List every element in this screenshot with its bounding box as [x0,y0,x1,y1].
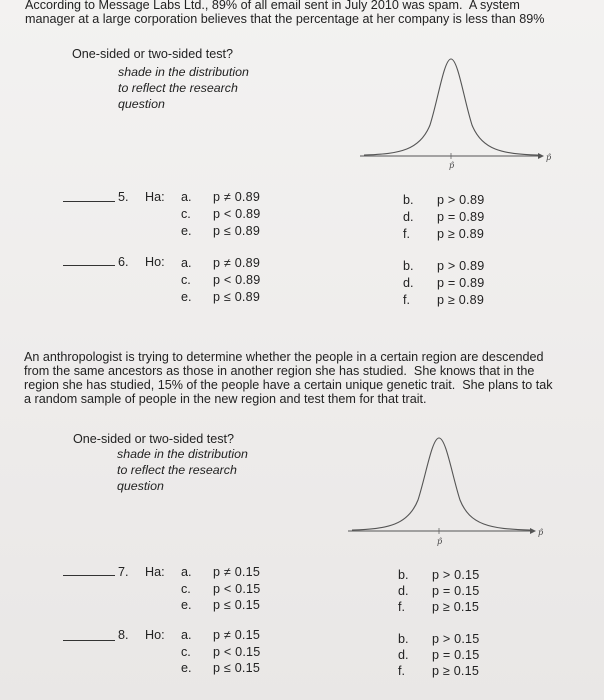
q8-option-c[interactable]: p < 0.15 [213,645,261,659]
q7-option-b[interactable]: p > 0.15 [432,568,480,582]
q5-option-a[interactable]: p ≠ 0.89 [213,190,261,204]
test-type-prompt-2: One-sided or two-sided test? [73,432,235,446]
q8-option-b-letter: b. [398,632,409,646]
question-number-5: 5. [118,190,129,204]
q7-option-d[interactable]: p = 0.15 [432,584,480,598]
q7-option-e-letter: e. [181,598,192,612]
q7-option-d-letter: d. [398,584,409,598]
q8-option-e-letter: e. [181,661,192,675]
q5-option-f[interactable]: p ≥ 0.89 [437,227,485,241]
curve-axis-label-2: p̂ [538,528,544,537]
shade-instruction-2-line-2: to reflect the research [117,463,237,477]
answer-blank-6[interactable] [63,265,115,266]
shade-instruction-2-line-1: shade in the distribution [117,447,248,461]
shade-instruction-1-line-3: question [118,97,165,111]
q8-option-e[interactable]: p ≤ 0.15 [213,661,261,675]
test-type-prompt-1: One-sided or two-sided test? [72,47,234,61]
q6-option-f[interactable]: p ≥ 0.89 [437,293,485,307]
normal-curve-1[interactable] [360,55,560,170]
shade-instruction-2-line-3: question [117,479,164,493]
q7-option-f[interactable]: p ≥ 0.15 [432,600,480,614]
q5-option-d-letter: d. [403,210,414,224]
shade-instruction-1-line-2: to reflect the research [118,81,238,95]
answer-blank-5[interactable] [63,201,115,202]
q5-option-f-letter: f. [403,227,410,241]
q5-option-e-letter: e. [181,224,192,238]
q5-option-c[interactable]: p < 0.89 [213,207,261,221]
q7-option-c-letter: c. [181,582,191,596]
q8-option-f-letter: f. [398,664,405,678]
q7-option-a[interactable]: p ≠ 0.15 [213,565,261,579]
q6-option-f-letter: f. [403,293,410,307]
anthro-line-3: region she has studied, 15% of the people have a certain unique genetic trait. She plans to tak [24,378,553,392]
q7-option-a-letter: a. [181,565,192,579]
q8-option-b[interactable]: p > 0.15 [432,632,480,646]
q8-option-d[interactable]: p = 0.15 [432,648,480,662]
question-number-8: 8. [118,628,129,642]
intro-line-2: manager at a large corporation believes that the percentage at her company is less than 89% [25,12,545,26]
question-number-7: 7. [118,565,129,579]
q5-option-a-letter: a. [181,190,192,204]
q6-option-c[interactable]: p < 0.89 [213,273,261,287]
anthro-line-1: An anthropologist is trying to determine whether the people in a certain region are descended [24,350,544,364]
q5-option-d[interactable]: p = 0.89 [437,210,485,224]
q6-option-c-letter: c. [181,273,191,287]
intro-line-1: According to Message Labs Ltd., 89% of all email sent in July 2010 was spam. A system [25,0,520,12]
q8-option-f[interactable]: p ≥ 0.15 [432,664,480,678]
normal-curve-2[interactable] [348,432,548,547]
q6-option-a[interactable]: p ≠ 0.89 [213,256,261,270]
shade-instruction-1-line-1: shade in the distribution [118,65,249,79]
q7-option-b-letter: b. [398,568,409,582]
hypothesis-label-7: Ha: [145,565,165,579]
anthro-line-4: a random sample of people in the new region and test them for that trait. [24,392,427,406]
q6-option-b-letter: b. [403,259,414,273]
q8-option-a[interactable]: p ≠ 0.15 [213,628,261,642]
q6-option-b[interactable]: p > 0.89 [437,259,485,273]
q7-option-f-letter: f. [398,600,405,614]
q8-option-a-letter: a. [181,628,192,642]
q6-option-d[interactable]: p = 0.89 [437,276,485,290]
curve-center-label-2: p̂ [437,537,443,546]
hypothesis-label-8: Ho: [145,628,165,642]
q5-option-b-letter: b. [403,193,414,207]
q6-option-d-letter: d. [403,276,414,290]
answer-blank-8[interactable] [63,640,115,641]
anthro-line-2: from the same ancestors as those in another region she has studied. She knows that in the [24,364,535,378]
q7-option-e[interactable]: p ≤ 0.15 [213,598,261,612]
q5-option-b[interactable]: p > 0.89 [437,193,485,207]
q6-option-e[interactable]: p ≤ 0.89 [213,290,261,304]
curve-center-label-1: p̂ [449,161,455,170]
hypothesis-label-5: Ha: [145,190,165,204]
q5-option-c-letter: c. [181,207,191,221]
q5-option-e[interactable]: p ≤ 0.89 [213,224,261,238]
q6-option-e-letter: e. [181,290,192,304]
question-number-6: 6. [118,255,129,269]
q7-option-c[interactable]: p < 0.15 [213,582,261,596]
answer-blank-7[interactable] [63,575,115,576]
q6-option-a-letter: a. [181,256,192,270]
q8-option-d-letter: d. [398,648,409,662]
q8-option-c-letter: c. [181,645,191,659]
curve-axis-label-1: p̂ [546,153,552,162]
hypothesis-label-6: Ho: [145,255,165,269]
